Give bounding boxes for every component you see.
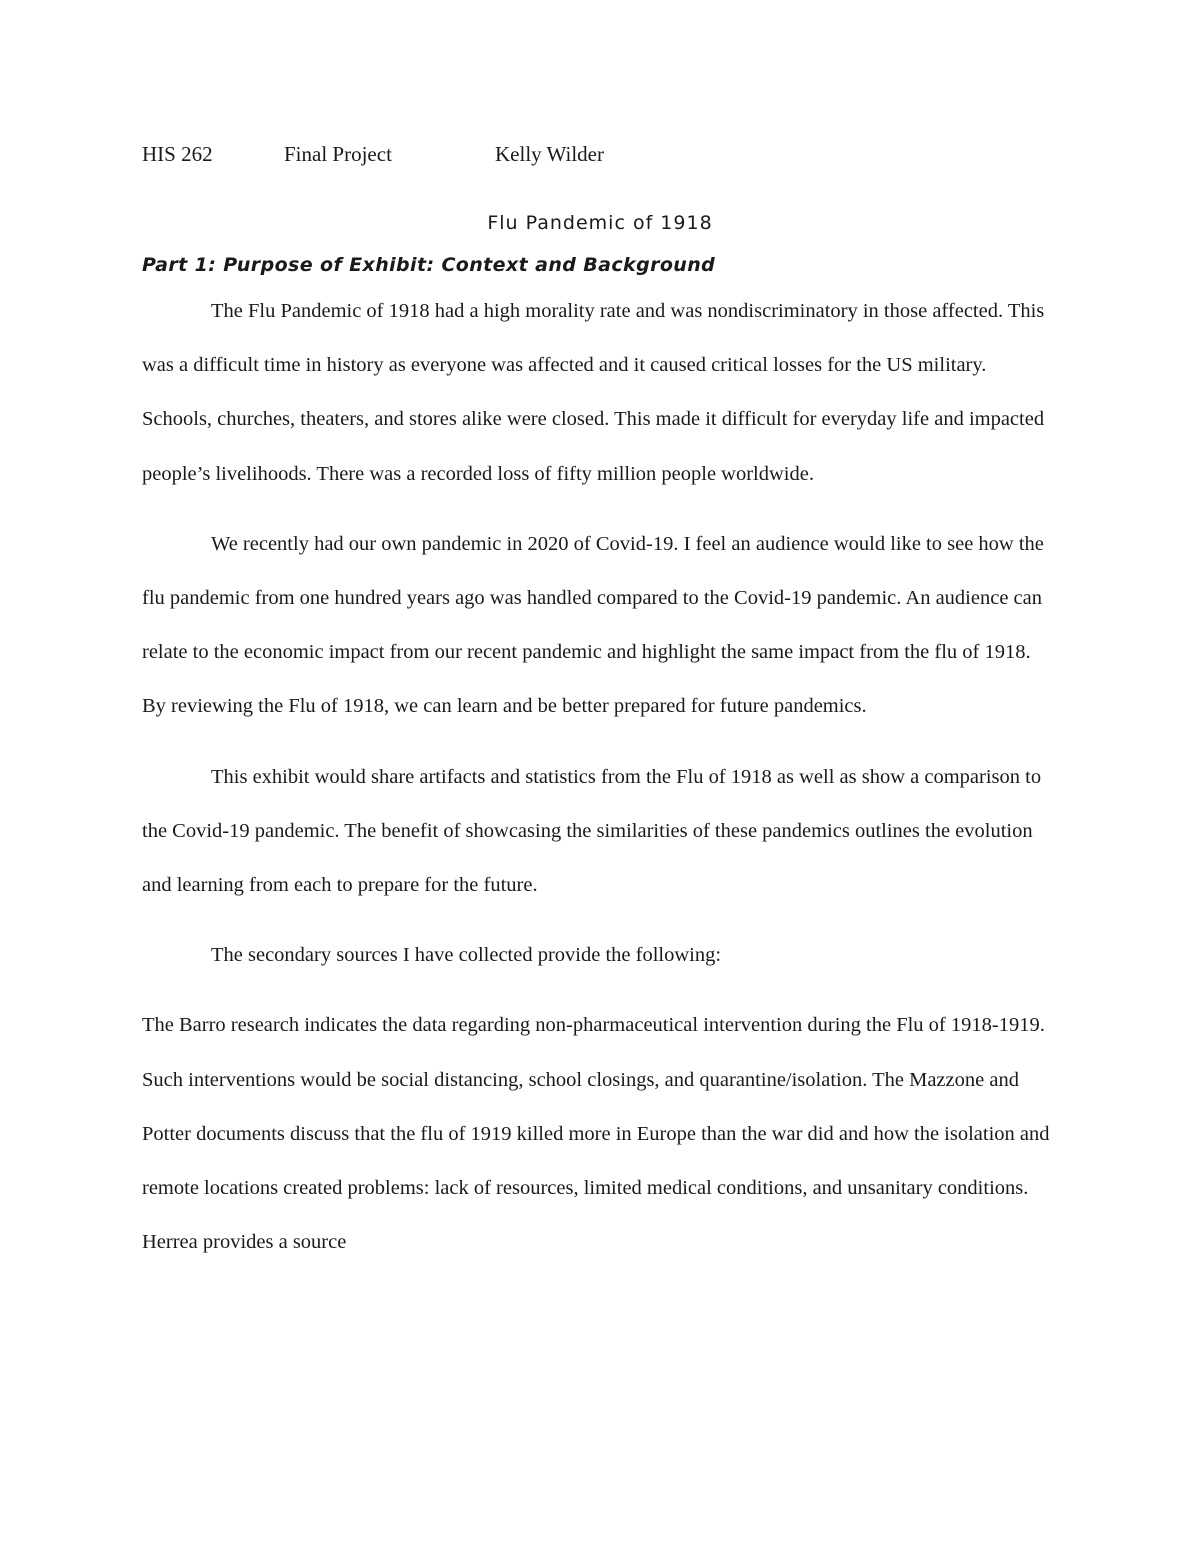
project-label: Final Project <box>284 142 392 166</box>
paragraph-sources-summary: The Barro research indicates the data regarding non-pharmaceutical intervention during the Flu of 1918-1919. Such interventions would be social distancing, school closings, and quarantine/isolation. The Mazzone and Potter documents discuss that the flu of 1919 killed more in Europe than the war did and how the isolation and remote locations created problems: lack of resources, limited medical conditions, and unsanitary conditions. Herrea provides a source <box>142 1014 1050 1254</box>
paragraph-exhibit: This exhibit would share artifacts and statistics from the Flu of 1918 as well as show a comparison to the Covid-19 pandemic. The benefit of showcasing the similarities of these pandemics outlines the evolution and learning from each to prepare for the future. <box>142 765 1042 897</box>
section-heading: Part 1: Purpose of Exhibit: Context and Background <box>142 254 716 276</box>
document-body <box>142 284 1057 1269</box>
document-title: Flu Pandemic of 1918 <box>487 212 713 234</box>
paragraph-sources-intro: The secondary sources I have collected provide the following: <box>211 944 722 967</box>
course-code: HIS 262 <box>142 142 213 166</box>
paragraph-covid-comparison: We recently had our own pandemic in 2020 of Covid-19. I feel an audience would like to see how the flu pandemic from one hundred years ago was handled compared to the Covid-19 pandemic. An audience can relate to the economic impact from our recent pandemic and highlight the same impact from the flu of 1918. By reviewing the Flu of 1918, we can learn and be better prepared for future pandemics. <box>142 532 1044 718</box>
author-name: Kelly Wilder <box>495 142 604 166</box>
paragraph-context: The Flu Pandemic of 1918 had a high morality rate and was nondiscriminatory in those affected. This was a difficult time in history as everyone was affected and it caused critical losses for the US military. Schools, churches, theaters, and stores alike were closed. This made it difficult for everyday life and impacted people’s livelihoods. There was a recorded loss of fifty million people worldwide. <box>142 300 1045 485</box>
